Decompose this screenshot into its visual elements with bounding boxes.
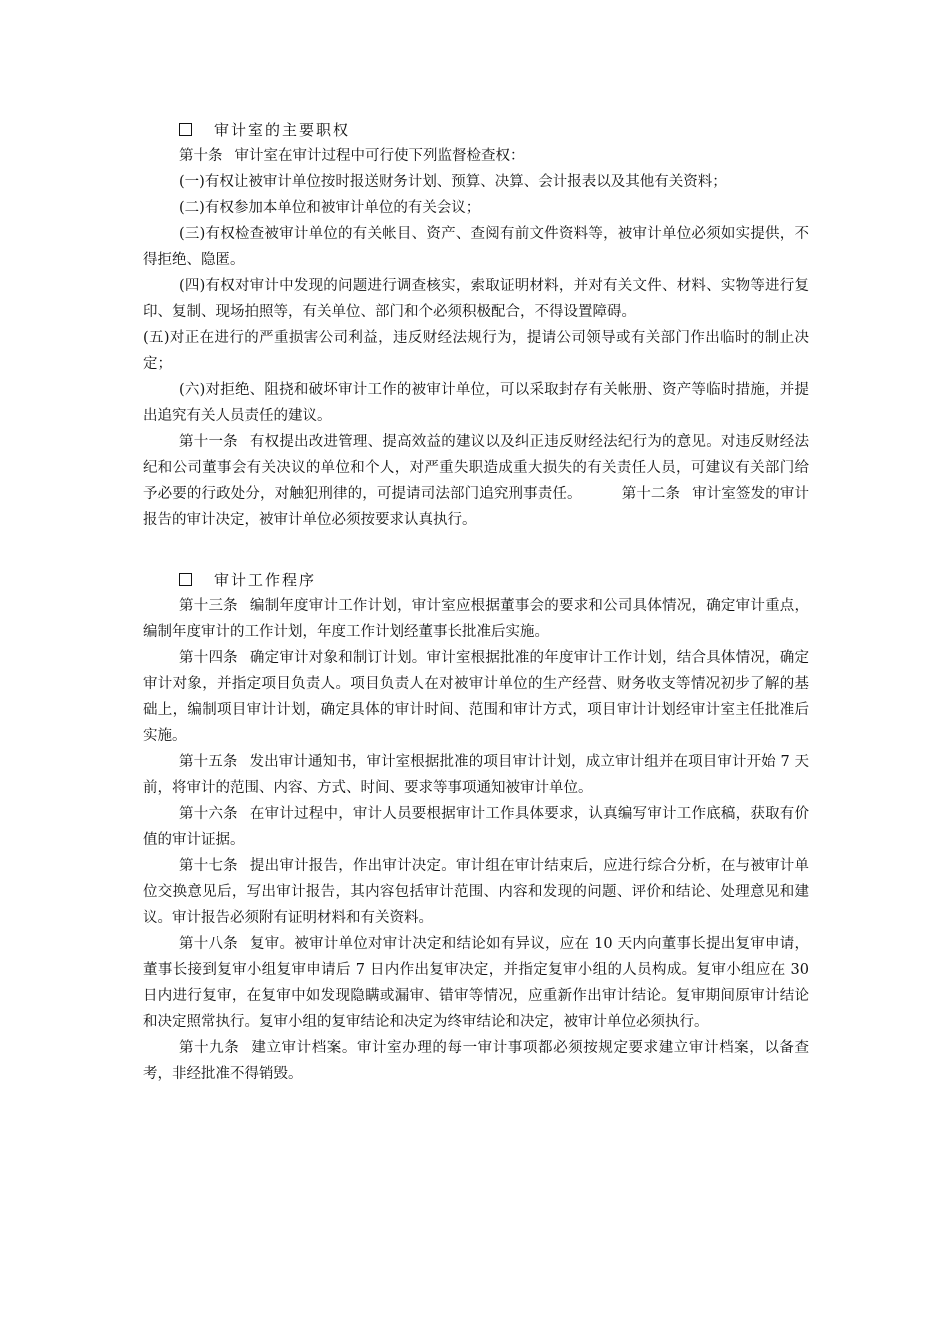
power-item-5: (五)对正在进行的严重损害公司利益，违反财经法规行为，提请公司领导或有关部门作出临时的制止决定； [143,330,809,372]
article-text: 建立审计档案。审计室办理的每一审计事项都必须按规定要求建立审计档案，以备查考，非经批准不得销毁。 [143,1040,810,1082]
article-text: 在审计过程中，审计人员要根据审计工作具体要求，认真编写审计工作底稿，获取有价值的审计证据。 [143,806,810,848]
article-label: 第十三条 [179,598,238,614]
article-label: 第十六条 [179,806,238,822]
section-audit-procedure [143,567,809,1087]
article-label: 第十条 [179,148,223,164]
article-14 [143,645,809,749]
article-text: 复审。被审计单位对审计决定和结论如有异议，应在 10 天内向董事长提出复审申请，董事长接到复审小组复审申请后 7 日内作出复审决定，并指定复审小组的人员构成。复审小组应在 30 日内进行复审，在复审中如发现隐瞒或漏审、错审等情况，应重新作出审计结论。复审期间原审计结论和决定照常执行。复审小组的复审结论和决定为终审结论和决定，被审计单位必须执行。 [143,936,810,1030]
article-16 [143,801,809,853]
article-17 [143,853,809,931]
power-item-6: (六)对拒绝、阻挠和破坏审计工作的被审计单位，可以采取封存有关帐册、资产等临时措施，并提出追究有关人员责任的建议。 [143,382,809,424]
checkbox-square-icon [179,123,192,136]
checkbox-square-icon [179,573,192,586]
article-text: 确定审计对象和制订计划。审计室根据批准的年度审计工作计划，结合具体情况，确定审计对象，并指定项目负责人。项目负责人在对被审计单位的生产经营、财务收支等情况初步了解的基础上，编制项目审计计划，确定具体的审计时间、范围和审计方式，项目审计计划经审计室主任批准后实施。 [143,650,810,744]
article-19 [143,1035,809,1087]
article-text: 审计室在审计过程中可行使下列监督检查权： [234,148,525,164]
article-13 [143,593,809,645]
article-label: 第十二条 [621,486,681,502]
article-label: 第十五条 [179,754,238,770]
article-label: 第十八条 [179,936,239,952]
article-18 [143,931,809,1035]
power-item-3: (三)有权检查被审计单位的有关帐目、资产、查阅有前文件资料等，被审计单位必须如实提供，不得拒绝、隐匿。 [143,226,809,268]
article-text: 有权提出改进管理、提高效益的建议以及纠正违反财经法纪行为的意见。对违反财经法纪和公司董事会有关决议的单位和个人，对严重失职造成重大损失的有关责任人员，可建议有关部门给予必要的行政处分，对触犯刑律的，可提请司法部门追究刑事责任。 [143,434,810,502]
power-item-4: (四)有权对审计中发现的问题进行调查核实，索取证明材料，并对有关文件、材料、实物等进行复印、复制、现场拍照等，有关单位、部门和个必须积极配合，不得设置障碍。 [143,278,809,320]
article-text: 发出审计通知书，审计室根据批准的项目审计计划，成立审计组并在项目审计开始 7 天前，将审计的范围、内容、方式、时间、要求等事项通知被审计单位。 [143,754,809,796]
article-label: 第十九条 [179,1040,240,1056]
article-label: 第十一条 [179,434,238,450]
section-heading [143,117,809,143]
section-heading-text: 审计工作程序 [214,571,317,589]
section-heading-text: 审计室的主要职权 [214,121,351,139]
article-label: 第十四条 [179,650,238,666]
power-item-1: (一)有权让被审计单位按时报送财务计划、预算、决算、会计报表以及其他有关资料； [179,174,727,190]
article-15 [143,749,809,801]
section-heading [143,567,809,593]
article-label: 第十七条 [179,858,238,874]
power-item-2: (二)有权参加本单位和被审计单位的有关会议； [179,200,481,216]
article-10 [143,143,809,169]
article-11-12 [143,429,809,533]
article-text: 编制年度审计工作计划，审计室应根据董事会的要求和公司具体情况，确定审计重点，编制年度审计的工作计划，年度工作计划经董事长批准后实施。 [143,598,810,640]
section-main-powers [143,117,809,533]
article-text: 提出审计报告，作出审计决定。审计组在审计结束后，应进行综合分析，在与被审计单位交换意见后，写出审计报告，其内容包括审计范围、内容和发现的问题、评价和结论、处理意见和建议。审计报告必须附有证明材料和有关资料。 [143,858,810,926]
article-text: 审计室签发的审计报告的审计决定，被审计单位必须按要求认真执行。 [143,486,810,528]
